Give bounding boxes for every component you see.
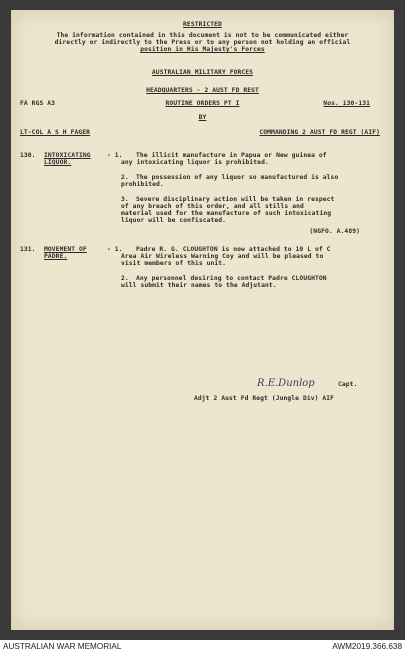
paragraph-number: - 1. [107,152,123,159]
paragraph-line: liquor will be confiscated. [121,217,227,224]
paragraph-number: 2. [121,174,129,181]
order-numbers: Nos. 130-131 [323,100,370,107]
file-reference: FA RGS A3 [20,100,56,107]
archive-id: AWM2019.366.638 [332,642,402,651]
signature-title: Adjt 2 Aust Fd Regt (Jungle Div) AIF [194,395,335,402]
item-heading: MOVEMENT OF [44,246,87,253]
paragraph-line: of any breach of this order, and all stills and [121,203,304,210]
hq-heading: HEADQUARTERS - 2 AUST FD REGT [146,87,259,94]
paragraph-number: - 1. [107,246,123,253]
paragraph-line: The illicit manufacture in Papua or New guinea of [136,152,327,159]
paragraph-line: material used for the manufacture of such intoxicating [121,210,332,217]
paragraph-line: will submit their names to the Adjutant. [121,282,277,289]
by-label: BY [198,114,207,121]
order-reference: (NGFO. A.489) [309,228,360,235]
warning-line-3: position in His Majesty's Forces [140,46,265,53]
classification-heading: RESTRICTED [183,21,222,28]
warning-line-1: The information contained in this document is not to be communicated either [56,32,349,39]
item-number: 130. [20,152,36,159]
paragraph-line: Any personnel desiring to contact Padre CLOUGHTON [136,275,327,282]
signature-rank: Capt. [338,381,358,388]
paragraph-line: prohibited. [121,181,164,188]
item-heading: LIQUOR. [44,159,72,166]
handwritten-signature: R.E.Dunlop [257,378,315,389]
paragraph-number: 3. [121,196,129,203]
archive-footer [0,640,405,653]
paragraph-number: 2. [121,275,129,282]
paragraph-line: any intoxicating liquor is prohibited. [121,159,269,166]
document-page [11,10,394,630]
paragraph-line: visit members of this unit. [121,260,227,267]
paragraph-line: Area Air Wireless Warning Coy and will be pleased to [121,253,324,260]
org-heading: AUSTRALIAN MILITARY FORCES [151,69,254,76]
commanding-officer: LT-COL A S H FAGER [20,129,91,136]
orders-title: ROUTINE ORDERS PT I [165,100,240,107]
warning-line-2: directly or indirectly to the Press or to any person not holding an official [54,39,351,46]
item-number: 131. [20,246,36,253]
paragraph-line: The possession of any liquor so manufactured is also [136,174,339,181]
item-heading: INTOXICATING [44,152,91,159]
archive-name: AUSTRALIAN WAR MEMORIAL [3,642,122,651]
paragraph-line: Severe disciplinary action will be taken in respect [136,196,335,203]
commanding-unit: COMMANDING 2 AUST FD REGT (AIF) [259,129,380,136]
paragraph-line: Padre R. G. CLOUGHTON is now attached to 10 L of C [136,246,331,253]
item-heading: PADRE. [44,253,68,260]
